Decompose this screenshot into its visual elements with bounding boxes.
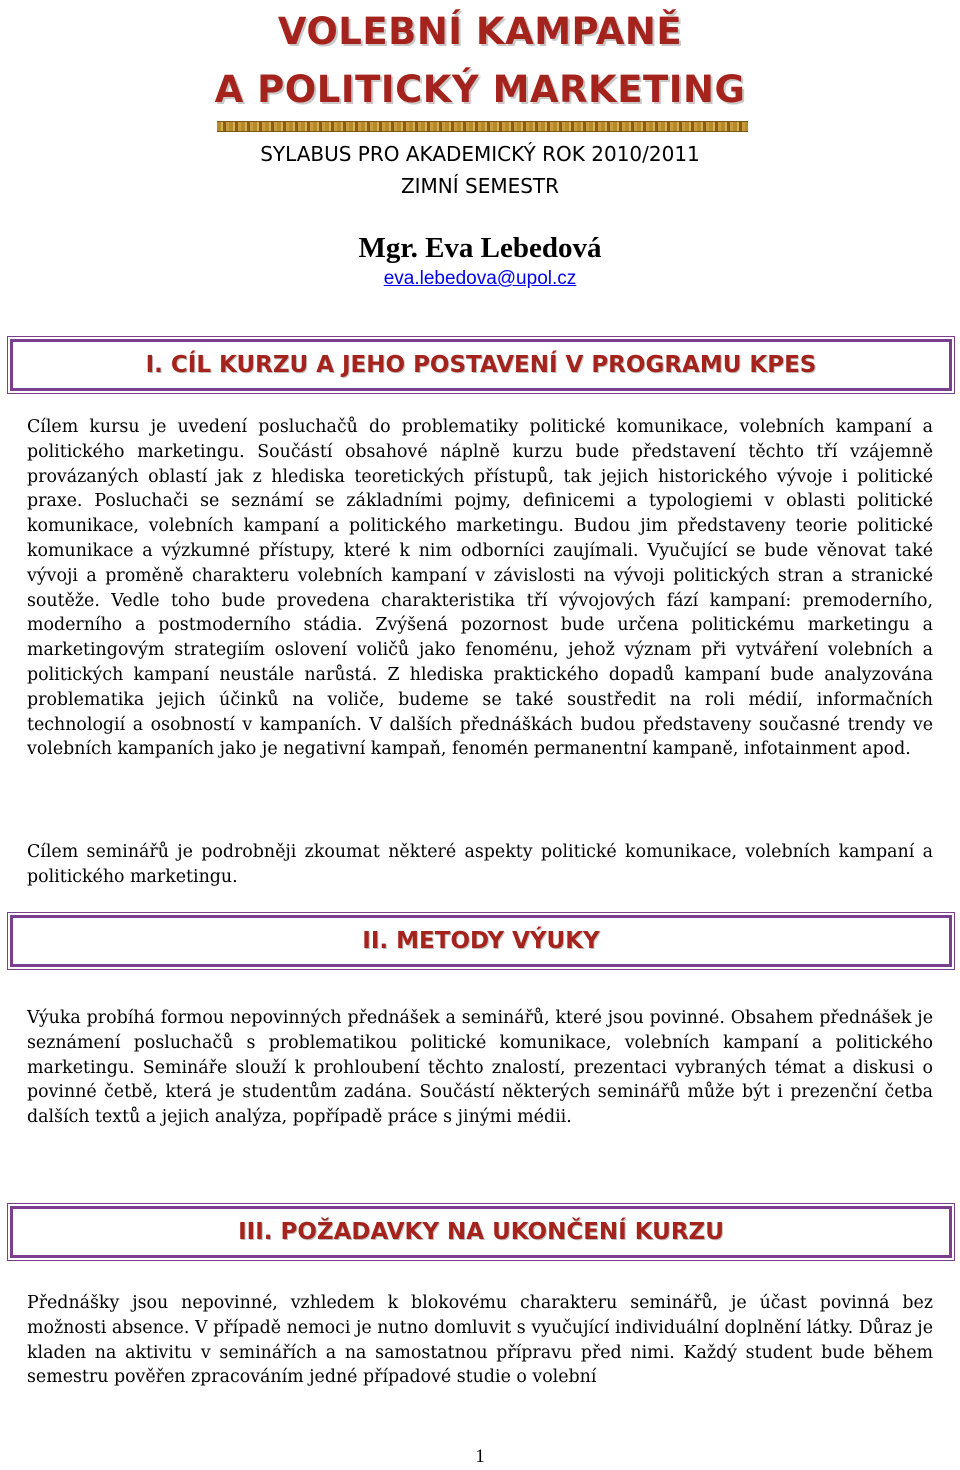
section-heading-box-2 xyxy=(10,915,952,967)
section-heading-3: III. POŽADAVKY NA UKONČENÍ KURZU xyxy=(238,1219,724,1245)
page-number: 1 xyxy=(475,1446,485,1467)
section-heading-box-3 xyxy=(10,1206,952,1258)
section-3-paragraph-1: Přednášky jsou nepovinné, vzhledem k blokovému charakteru seminářů, je účast povinná bez možnosti absence. V případě nemoci je nutno domluvit s vyučující individuální doplnění látky. Důraz je kladen na aktivitu v seminářích a na samostatnou přípravu před nimi. Každý student bude během semestru pověřen zpracováním jedné případové studie o volební xyxy=(27,1293,933,1388)
semester-subtitle: ZIMNÍ SEMESTR xyxy=(400,174,560,198)
document-title-line2: A POLITICKÝ MARKETING xyxy=(214,68,746,111)
section-2-paragraph-1: Výuka probíhá formou nepovinných přednášek a seminářů, které jsou povinné. Obsahem přednášek je seznámení posluchačů s problematikou politické komunikace, volebních kampaní a politického marketingu. Semináře slouží k prohloubení těchto znalostí, prezentaci vybraných témat a diskusi o povinné četbě, která je studentům zadána. Součástí některých seminářů může být i prezenční četba dalších textů a jejich analýza, popřípadě práce s jinými médii. xyxy=(27,1008,933,1128)
author-email-link[interactable]: eva.lebedova@upol.cz xyxy=(383,268,577,289)
author-name: Mgr. Eva Lebedová xyxy=(358,232,602,264)
section-heading-box-1 xyxy=(10,339,952,391)
document-title-line1: VOLEBNÍ KAMPANĚ xyxy=(277,10,683,53)
decorative-divider xyxy=(217,121,748,132)
section-heading-2: II. METODY VÝUKY xyxy=(362,928,600,954)
section-1-paragraph-2: Cílem seminářů je podrobněji zkoumat některé aspekty politické komunikace, volebních kampaní a politického marketingu. xyxy=(27,842,933,887)
syllabus-subtitle: SYLABUS PRO AKADEMICKÝ ROK 2010/2011 xyxy=(260,142,700,166)
section-heading-1: I. CÍL KURZU A JEHO POSTAVENÍ V PROGRAMU KPES xyxy=(145,352,817,378)
section-1-paragraph-1: Cílem kursu je uvedení posluchačů do problematiky politické komunikace, volebních kampaní a politického marketingu. Součástí obsahové náplně kurzu bude představení těchto tří vzájemně provázaných oblastí jak z hlediska teoretických přístupů, tak jejich historického vývoje i politické praxe. Posluchači se seznámí se základními pojmy, definicemi a typologiemi v oblasti politické komunikace, volebních kampaní a politického marketingu. Budou jim představeny teorie politické komunikace a výzkumné přístupy, které k nim odborníci zaujímali. Vyučující se bude věnovat také vývoji a proměně charakteru volebních kampaní v závislosti na vývoji politických stran a stranické soutěže. Vedle toho bude provedena charakteristika tří vývojových fází kampaní: premoderního, moderního a postmoderního stádia. Zvýšená pozornost bude určena politickému marketingu a marketingovým strategiím oslovení voličů jako fenoménu, jehož význam při vytváření volebních a politických kampaní neustále narůstá. Z hlediska praktického dopadů kampaní bude analyzována problematika jejich účinků na voliče, budeme se také soustředit na roli médií, informačních technologií a osobností v kampaních. V dalších přednáškách budou představeny současné trendy ve volebních kampaních jako je negativní kampaň, fenomén permanentní kampaně, infotainment apod. xyxy=(27,417,933,760)
